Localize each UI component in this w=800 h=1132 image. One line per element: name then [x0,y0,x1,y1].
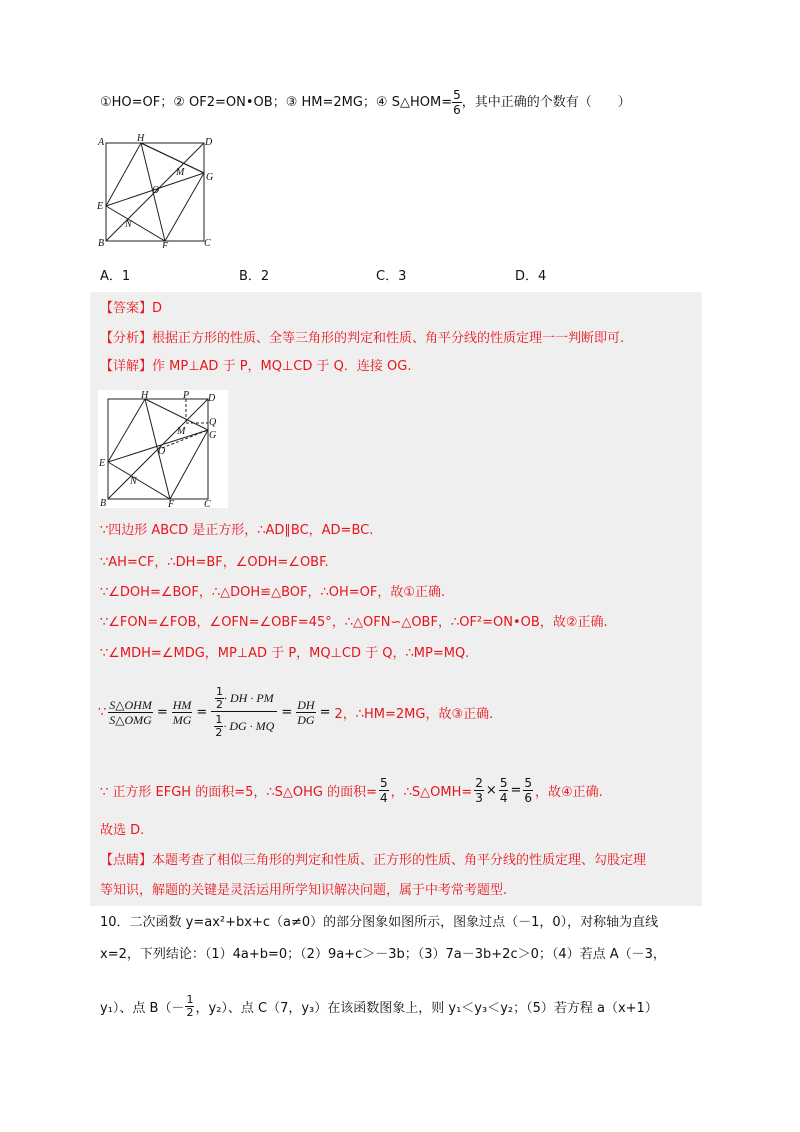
answer-tag: 【答案】 [100,301,153,316]
comment-line-2: 等知识，解题的关键是灵活运用所学知识解决问题，属于中考常考题型. [100,883,508,898]
label-b: B [98,238,105,248]
option-d: D．4 [515,269,547,284]
choose-line: 故选 D. [100,823,145,838]
label-m: M [176,167,185,178]
q9-fraction: $\frac{5}{6}$ [453,88,461,117]
fig2-label-p: P [183,390,190,401]
label-n: N [125,219,132,230]
label-g: G [206,172,214,183]
hm-mg-ratio: $\frac{HM}{MG}$ [172,697,192,727]
analysis-line [100,330,624,348]
fig2-label-c: C [204,499,211,508]
q10-line-1: 10．二次函数 y=ax²+bx+c（a≠0）的部分图象如图所示，图象过点（－1，0），对称轴为直线 [100,915,659,930]
area-line: ∵ 正方形 EFGH 的面积=5，∴S△OHG 的面积= $\frac{5}{4}$ ，∴S△OMH= $\frac{2}{3}$ × $\frac{5}{4}$ = $\frac{5}{6}$ ，故④正确. [100,775,603,805]
fig2-label-q: Q [209,417,217,428]
proof-line-5: ∵∠MDH=∠MDG，MP⊥AD 于 P，MQ⊥CD 于 Q，∴MP=MQ. [100,646,470,661]
option-b: B．2 [239,269,270,284]
fig2-label-f: F [168,499,175,508]
label-h: H [137,133,145,144]
answer-value: D [152,301,163,316]
proof-line-1: ∵四边形 ABCD 是正方形，∴AD∥BC，AD=BC. [100,523,374,538]
q10-line-3: y₁）、点 B（－ $\frac{1}{2}$ ，y₂）、点 C（7，y₃）在该函数图象上，则 y₁＜y₃＜y₂；（5）若方程 a（x+1） [100,992,658,1019]
dh-dg-ratio: $\frac{DH}{DG}$ [297,697,315,727]
ratio-equation: ∵ $\frac{\text{S△OHM}}{\text{S△OMG}}$ = $\frac{HM}{MG}$ = $\frac{1}{2}$ · DH · PM $\frac{1}{2}$ · DG · MQ = $\frac{DH}{DG}$ = 2，∴HM=2MG，故③正确. [98,684,494,739]
label-f: F [162,241,169,248]
q9-statement-a: ①HO=OF；② OF2=ON•OB；③ HM=2MG；④ S△HOM= [100,95,453,110]
label-a: A [98,137,105,148]
label-o: O [152,185,160,196]
detail-line [100,358,411,376]
q9-statement [100,88,631,117]
fig2-label-h: H [141,390,149,401]
fig2-label-b: B [100,498,107,508]
comment-line-1: 【点睛】本题考查了相似三角形的判定和性质、正方形的性质、角平分线的性质定理、勾股定理 [100,853,647,868]
proof-line-3: ∵∠DOH=∠BOF，∴△DOH≌△BOF，∴OH=OF，故①正确. [100,585,446,600]
q10-line-2: x=2，下列结论：（1）4a+b=0；（2）9a+c＞－3b；（3）7a－3b+2c＞0；（4）若点 A（－3， [100,947,666,962]
fig2-label-n: N [130,476,137,487]
q9-statement-b: ，其中正确的个数有（ ） [461,95,631,110]
label-d: D [205,137,213,148]
fig2-label-o: O [158,446,166,457]
detail-tag: 【详解】 [100,359,153,374]
option-c: C．3 [376,269,407,284]
fig2-label-g: G [209,430,217,441]
q9-geometry-figure [96,133,216,248]
proof-line-4: ∵∠FON=∠FOB，∠OFN=∠OBF=45°，∴△OFN∽△OBF，∴OF²=ON•OB，故②正确. [100,615,608,630]
detail-text: 作 MP⊥AD 于 P，MQ⊥CD 于 Q．连接 OG. [152,359,412,374]
label-c: C [204,238,211,248]
analysis-tag: 【分析】 [100,331,153,346]
label-e: E [97,201,104,212]
answer-line [100,300,162,318]
fig2-label-e: E [99,458,106,469]
fig2-label-d: D [208,393,216,404]
fig2-label-m: M [177,426,186,437]
half-area-ratio: $\frac{1}{2}$ · DH · PM $\frac{1}{2}$ · DG · MQ [211,686,277,739]
analysis-text: 根据正方形的性质、全等三角形的判定和性质、角平分线的性质定理一一判断即可. [152,331,625,346]
solution-geometry-figure [98,390,228,508]
comment-tag: 【点睛】 [100,853,153,868]
proof-line-2: ∵AH=CF，∴DH=BF，∠ODH=∠OBF. [100,555,329,570]
option-a: A．1 [100,269,131,284]
area-ratio: $\frac{\text{S△OHM}}{\text{S△OMG}}$ [109,697,152,727]
